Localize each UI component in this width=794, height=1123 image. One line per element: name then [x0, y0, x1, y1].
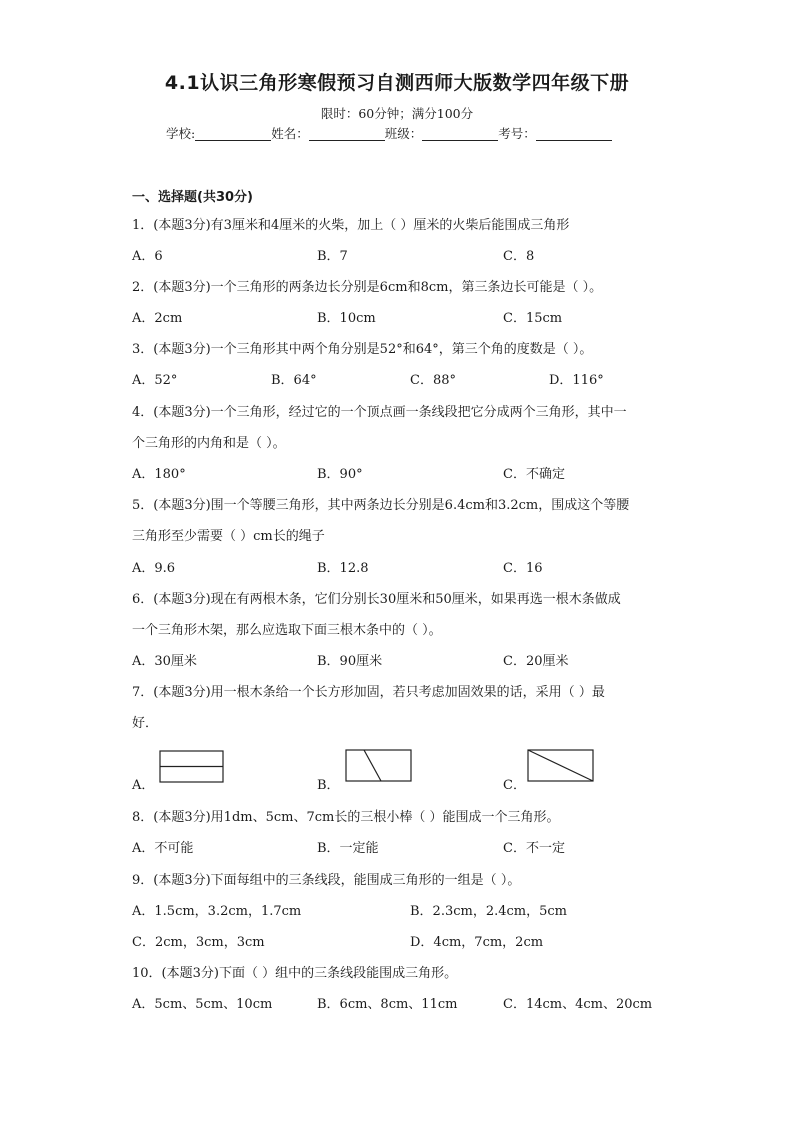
q9-option-c: C．2cm，3cm，3cm: [132, 935, 265, 950]
q3-option-d: D．116°: [549, 373, 604, 388]
time-limit: 限时：60分钟；满分100分: [320, 106, 474, 121]
q5-option-c: C．16: [503, 561, 543, 576]
q7-figure-a-rectangle-horizontal-brace: [159, 750, 225, 784]
question-10: 10．(本题3分)下面（ ）组中的三条线段能围成三角形。: [132, 966, 458, 981]
question-6-line2: 一个三角形木架，那么应选取下面三根木条中的（ ）。: [132, 623, 442, 638]
class-blank: [422, 126, 498, 141]
q7-option-b: B．: [317, 778, 340, 793]
q4-option-a: A．180°: [132, 467, 186, 482]
question-6-line1: 6．(本题3分)现在有两根木条，它们分别长30厘米和50厘米，如果再选一根木条做成: [132, 592, 621, 607]
class-label: 班级：: [384, 126, 423, 141]
q8-option-c: C．不一定: [503, 841, 565, 856]
name-label: 姓名：: [271, 126, 309, 141]
q7-figure-c-rectangle-full-diagonal: [527, 749, 595, 783]
q1-option-c: C．8: [503, 249, 535, 264]
q3-option-c: C．88°: [410, 373, 456, 388]
q7-figure-b-rectangle-partial-diagonal: [345, 749, 413, 783]
q6-option-c: C．20厘米: [503, 654, 569, 669]
q9-option-a: A．1.5cm，3.2cm，1.7cm: [132, 904, 302, 919]
page-title: 4.1认识三角形寒假预习自测西师大版数学四年级下册: [164, 72, 630, 94]
q3-option-a: A．52°: [132, 373, 178, 388]
q5-option-a: A．9.6: [132, 561, 176, 576]
q10-option-b: B．6cm、8cm、11cm: [317, 997, 458, 1012]
q1-option-b: B．7: [317, 249, 348, 264]
school-blank: [195, 126, 271, 141]
q10-option-a: A．5cm、5cm、10cm: [132, 997, 273, 1012]
q8-option-a: A．不可能: [132, 841, 194, 856]
exam-no-label: 考号：: [498, 126, 536, 141]
question-7-line2: 好．: [132, 716, 159, 731]
q9-option-b: B．2.3cm，2.4cm，5cm: [410, 904, 567, 919]
question-3: 3．(本题3分)一个三角形其中两个角分别是52°和64°，第三个角的度数是（ ）。: [132, 342, 593, 357]
q9-option-d: D．4cm，7cm，2cm: [410, 935, 544, 950]
question-5-line1: 5．(本题3分)围一个等腰三角形，其中两条边长分别是6.4cm和3.2cm，围成这个等腰: [132, 498, 630, 513]
school-label: 学校:: [166, 126, 196, 141]
question-9: 9．(本题3分)下面每组中的三条线段，能围成三角形的一组是（ ）。: [132, 873, 521, 888]
q7-option-c: C．: [503, 778, 526, 793]
question-8: 8．(本题3分)用1dm、5cm、7cm长的三根小棒（ ）能围成一个三角形。: [132, 810, 560, 825]
q2-option-a: A．2cm: [132, 311, 183, 326]
question-5-line2: 三角形至少需要（ ）cm长的绳子: [132, 529, 325, 544]
q2-option-c: C．15cm: [503, 311, 563, 326]
q10-option-c: C．14cm、4cm、20cm: [503, 997, 653, 1012]
q5-option-b: B．12.8: [317, 561, 369, 576]
q8-option-b: B．一定能: [317, 841, 379, 856]
student-info-line: [166, 124, 612, 142]
question-7-line1: 7．(本题3分)用一根木条给一个长方形加固，若只考虑加固效果的话，采用（ ）最: [132, 685, 605, 700]
question-4-line1: 4．(本题3分)一个三角形，经过它的一个顶点画一条线段把它分成两个三角形，其中一: [132, 405, 627, 420]
q4-option-b: B．90°: [317, 467, 363, 482]
q3-option-b: B．64°: [271, 373, 317, 388]
exam-no-blank: [536, 126, 612, 141]
q7-option-a: A．: [132, 778, 155, 793]
section-title: 一、选择题(共30分): [132, 190, 253, 205]
q6-option-a: A．30厘米: [132, 654, 197, 669]
question-2: 2．(本题3分)一个三角形的两条边长分别是6cm和8cm，第三条边长可能是（ ）。: [132, 280, 603, 295]
question-1: 1．(本题3分)有3厘米和4厘米的火柴，加上（ ）厘米的火柴后能围成三角形: [132, 218, 570, 233]
q1-option-a: A．6: [132, 249, 163, 264]
q4-option-c: C．不确定: [503, 467, 565, 482]
q6-option-b: B．90厘米: [317, 654, 383, 669]
question-4-line2: 个三角形的内角和是（ ）。: [132, 436, 286, 451]
q2-option-b: B．10cm: [317, 311, 376, 326]
name-blank: [309, 126, 385, 141]
